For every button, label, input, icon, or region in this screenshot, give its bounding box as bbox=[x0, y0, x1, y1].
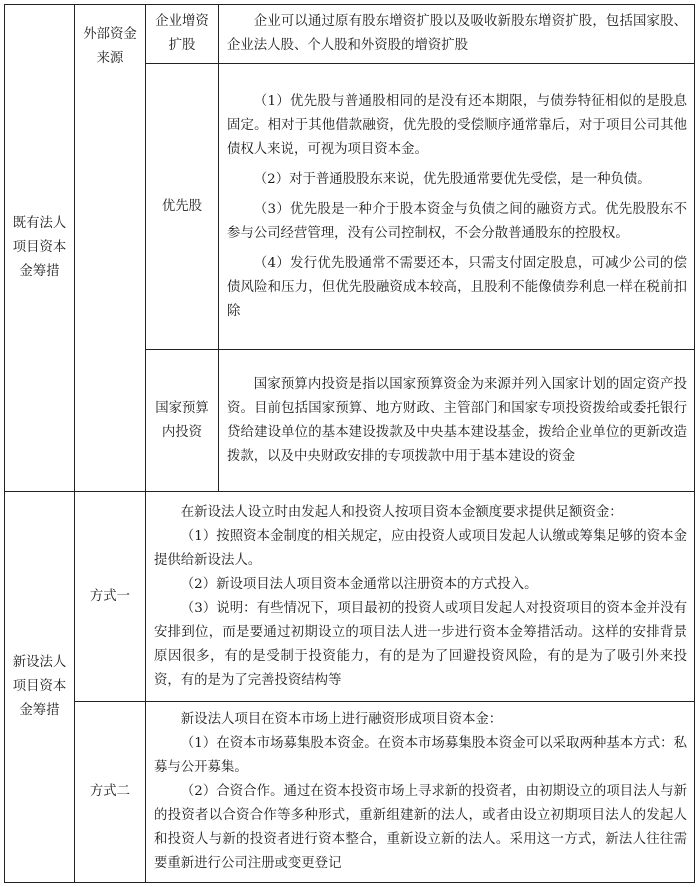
new-entity-label-text: 新设法人项目资本金筹措 bbox=[12, 655, 67, 718]
capital-increase-content bbox=[219, 5, 695, 64]
capital-increase-p1: 企业可以通过原有股东增资扩股以及吸收新股东增资扩股，包括国家股、企业法人股、个人股和外资股的增资扩股 bbox=[227, 14, 687, 53]
method-one-p2: （1）按照资本金制度的相关规定，应由投资人或项目发起人认缴或筹集足够的资本金提供给新设法人。 bbox=[154, 528, 687, 568]
state-budget-p1: 国家预算内投资是指以国家预算资金为来源并列入国家计划的固定资产投资。目前包括国家预算、地方财政、主管部门和国家专项投资拨给或委托银行贷给建设单位的基本建设拨款及中央基本建设基金，拨给企业单位的更新改造拨款，以及中央财政安排的专项拨款中用于基本建设的资金 bbox=[227, 376, 687, 464]
preferred-stock-p4: （4）发行优先股通常不需要还本，只需支付固定股息，可减少公司的偿债风险和压力，但优先股融资成本较高，且股利不能像债券利息一样在税前扣除 bbox=[227, 255, 687, 319]
preferred-stock-content bbox=[219, 64, 695, 350]
method-one-content bbox=[146, 492, 695, 702]
method-one-label-text: 方式一 bbox=[89, 588, 131, 604]
method-two-label bbox=[75, 702, 146, 883]
existing-entity-label bbox=[5, 5, 75, 492]
capital-increase-label bbox=[146, 5, 219, 64]
method-two-p3: （2）合资合作。通过在资本投资市场上寻求新的投资者，由初期设立的项目法人与新的投资者以合资合作等多种形式，重新组建新的法人，或者由设立初期项目法人的发起人和投资人与新的投资者进行资本整合，重新设立新的法人。采用这一方式，新法人往往需要重新进行公司注册或变更登记 bbox=[154, 784, 687, 871]
external-funds-label bbox=[75, 5, 146, 492]
row-method-one bbox=[5, 492, 695, 702]
external-funds-label-text: 外部资金来源 bbox=[83, 27, 137, 66]
method-one-p4: （3）说明：有些情况下，项目最初的投资人或项目发起人对投资项目的资本金并没有安排到位，而是要通过初期设立的项目法人进一步进行资本金筹措活动。这样的安排背景原因很多，有的是受制于投资能力，有的是为了回避投资风险，有的是为了吸引外来投资，有的是为了完善投资结构等 bbox=[154, 600, 687, 688]
method-two-p2: （1）在资本市场募集股本资金。在资本市场募集股本资金可以采取两种基本方式：私募与公开募集。 bbox=[154, 736, 687, 775]
method-two-label-text: 方式二 bbox=[89, 784, 131, 799]
preferred-stock-p2: （2）对于普通股股东来说，优先股通常要优先受偿，是一种负债。 bbox=[253, 171, 651, 187]
state-budget-content bbox=[219, 350, 695, 492]
method-one-label bbox=[75, 492, 146, 702]
preferred-stock-p3: （3）优先股是一种介于股本资金与负债之间的融资方式。优先股股东不参与公司经营管理，没有公司控制权，不会分散普通股东的控股权。 bbox=[227, 201, 687, 241]
row-method-two bbox=[5, 702, 695, 883]
capital-raising-table bbox=[4, 4, 695, 883]
method-one-p1: 在新设法人设立时由发起人和投资人按项目资本金额度要求提供足额资金： bbox=[180, 504, 623, 520]
preferred-stock-p1: （1）优先股与普通股相同的是没有还本期限，与债券特征相似的是股息固定。相对于其他借款融资，优先股的受偿顺序通常靠后，对于项目公司其他债权人来说，可视为项目资本金。 bbox=[227, 93, 687, 157]
state-budget-label bbox=[146, 350, 219, 492]
capital-increase-label-text: 企业增资扩股 bbox=[155, 14, 209, 53]
existing-entity-label-text: 既有法人项目资本金筹措 bbox=[12, 216, 67, 279]
state-budget-label-text: 国家预算内投资 bbox=[155, 400, 209, 440]
new-entity-label bbox=[5, 492, 75, 883]
preferred-stock-label-text: 优先股 bbox=[161, 198, 203, 214]
row-capital-increase bbox=[5, 5, 695, 64]
preferred-stock-label bbox=[146, 64, 219, 350]
method-one-p3: （2）新设项目法人项目资本金通常以注册资本的方式投入。 bbox=[180, 576, 538, 592]
method-two-content bbox=[146, 702, 695, 883]
method-two-p1: 新设法人项目在资本市场上进行融资形成项目资本金： bbox=[180, 712, 503, 727]
